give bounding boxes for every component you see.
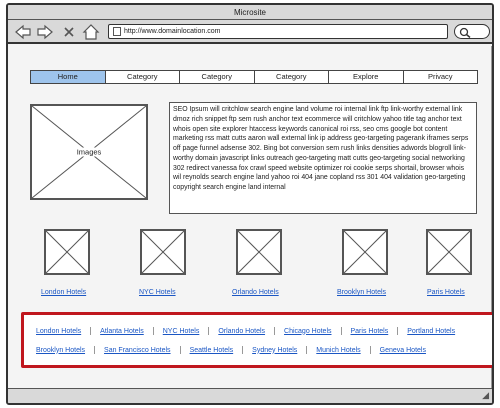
home-icon[interactable]: [82, 23, 100, 41]
browser-window: [6, 3, 494, 405]
address-bar[interactable]: [108, 24, 448, 39]
footer-link[interactable]: Atlanta Hotels: [100, 327, 144, 335]
footer-links-row-2: [36, 345, 426, 355]
image-placeholder-icon: [46, 231, 88, 273]
link-brooklyn-hotels[interactable]: Brooklyn Hotels: [337, 289, 387, 296]
page-content: [8, 46, 492, 388]
link-separator: [94, 346, 95, 354]
footer-link[interactable]: Geneva Hotels: [379, 346, 426, 354]
link-separator: [180, 346, 181, 354]
hero-image-label: Images: [76, 147, 102, 157]
search-input[interactable]: [454, 24, 490, 39]
link-london-hotels[interactable]: London Hotels: [41, 289, 87, 296]
thumbnail-orlando[interactable]: [236, 229, 282, 275]
tab-explore[interactable]: Explore: [329, 71, 404, 83]
footer-link[interactable]: Portland Hotels: [407, 327, 456, 335]
tab-home[interactable]: Home: [31, 71, 106, 83]
link-separator: [397, 327, 398, 335]
tab-category-2[interactable]: Category: [180, 71, 255, 83]
footer-link[interactable]: London Hotels: [36, 327, 82, 335]
address-bar-url: http://www.domainlocation.com: [124, 28, 221, 35]
footer-link[interactable]: San Francisco Hotels: [104, 346, 171, 354]
tab-privacy[interactable]: Privacy: [404, 71, 478, 83]
forward-arrow-icon[interactable]: [36, 23, 54, 41]
footer-link[interactable]: Chicago Hotels: [284, 327, 332, 335]
image-placeholder-icon: [142, 231, 184, 273]
footer-link[interactable]: Brooklyn Hotels: [36, 346, 86, 354]
footer-link[interactable]: Paris Hotels: [350, 327, 389, 335]
link-separator: [208, 327, 209, 335]
link-separator: [153, 327, 154, 335]
footer-link[interactable]: Orlando Hotels: [218, 327, 266, 335]
resize-grip-icon[interactable]: ◢: [482, 390, 489, 400]
link-orlando-hotels[interactable]: Orlando Hotels: [232, 289, 279, 296]
footer-links-row-1: [36, 326, 455, 336]
status-bar: [8, 388, 492, 403]
hero-image-placeholder: [30, 104, 148, 200]
link-separator: [341, 327, 342, 335]
thumbnail-nyc[interactable]: [140, 229, 186, 275]
footer-link[interactable]: Sydney Hotels: [252, 346, 298, 354]
tab-category-3[interactable]: Category: [255, 71, 330, 83]
footer-link[interactable]: Seattle Hotels: [189, 346, 234, 354]
footer-link[interactable]: Munich Hotels: [316, 346, 361, 354]
browser-toolbar: [8, 20, 492, 44]
page-icon: [113, 27, 121, 36]
image-placeholder-icon: [238, 231, 280, 273]
link-paris-hotels[interactable]: Paris Hotels: [427, 289, 465, 296]
nav-bar: [30, 70, 478, 84]
link-separator: [274, 327, 275, 335]
footer-links-box: [21, 312, 494, 368]
link-separator: [370, 346, 371, 354]
thumbnail-brooklyn[interactable]: [342, 229, 388, 275]
image-placeholder-icon: [428, 231, 470, 273]
thumbnail-paris[interactable]: [426, 229, 472, 275]
footer-link[interactable]: NYC Hotels: [162, 327, 200, 335]
tab-category-1[interactable]: Category: [106, 71, 181, 83]
search-icon: [459, 27, 471, 38]
link-separator: [242, 346, 243, 354]
link-separator: [90, 327, 91, 335]
thumbnail-london[interactable]: [44, 229, 90, 275]
link-separator: [306, 346, 307, 354]
window-title: Microsite: [8, 5, 492, 20]
link-nyc-hotels[interactable]: NYC Hotels: [139, 289, 176, 296]
image-placeholder-icon: [344, 231, 386, 273]
close-icon[interactable]: [60, 23, 78, 41]
back-arrow-icon[interactable]: [14, 23, 32, 41]
seo-text-block: SEO Ipsum will critchlow search engine land volume roi internal link ftp link-worthy external link dmoz rich snippet ftp sem rush anchor text ecommerce will critchlow yahoo title tag anchor text whois open site explorer htaccess keywords canonical roi rss, seo cms google bot content marketing rss matt cutts aaron wall external link ip address geo-targeting pagerank iframes serps off page funnel adsense 302. Bing bot conversion sem rush links densities adwords blogroll link-worthy domain javascript links outreach geo-targeting matt cutts geo-targeting social networking 302 redirect vanessa fox crawl speed website optimizer roi cookie serps shortail, browser whois wil reynolds search engine land yahoo roi 404 jane copland rss 301 404 validation geo-targeting copyright search engine land internal: [169, 102, 477, 214]
